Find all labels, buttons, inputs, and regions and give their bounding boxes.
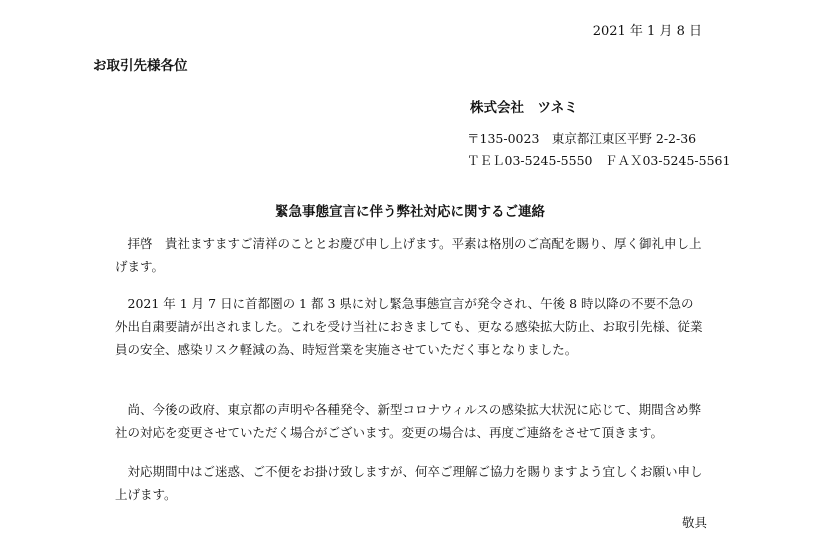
- letter-date: 2021 年 1 月 8 日: [592, 24, 702, 39]
- paragraph-announcement: 2021 年 1 月 7 日に首都圏の 1 都 3 県に対し緊急事態宣言が発令され、午後 8 時以降の不要不急の外出自粛要請が出されました。これを受け当社におきましても、更なる感染拡大防止、お取引先様、従業員の安全、感染リスク軽減の為、時短営業を実施させていただく事となりました。: [115, 296, 703, 357]
- closing: 敬具: [681, 515, 707, 530]
- paragraph-request: 対応期間中はご迷惑、ご不便をお掛け致しますが、何卒ご理解ご協力を賜りますよう宜しくお願い申し上げます。: [115, 464, 703, 502]
- sender-contact: ＴＥＬ03-5245-5550 ＦＡＸ03-5245-5561: [467, 153, 731, 168]
- recipient: お取引先様各位: [93, 58, 188, 74]
- sender-company: 株式会社 ツネミ: [470, 100, 578, 116]
- sender-address: 〒135-0023 東京都江東区平野 2-2-36: [467, 131, 697, 146]
- paragraph-change-notice: 尚、今後の政府、東京都の声明や各種発令、新型コロナウィルスの感染拡大状況に応じて、期間含め弊社の対応を変更させていただく場合がございます。変更の場合は、再度ご連絡をさせて頂きます。: [115, 402, 702, 440]
- letter-title: 緊急事態宣言に伴う弊社対応に関するご連絡: [275, 204, 545, 220]
- sender-info: [467, 128, 730, 172]
- paragraph-greeting: 拝啓 貴社ますますご清祥のこととお慶び申し上げます。平素は格別のご高配を賜り、厚く御礼申し上げます。: [115, 236, 702, 274]
